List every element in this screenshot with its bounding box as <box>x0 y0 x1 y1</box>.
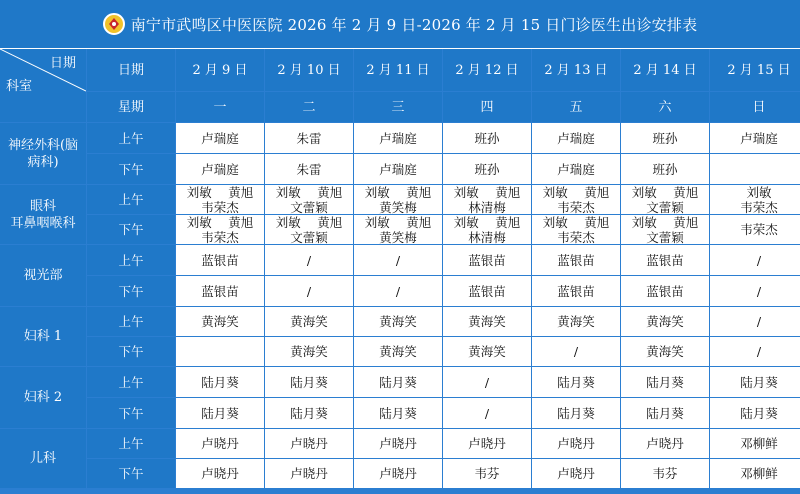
doctor-cell <box>443 367 531 397</box>
doctor-name: 黄海笑 <box>468 314 506 329</box>
doctor-cell <box>176 459 264 488</box>
doctor-cell <box>176 154 264 184</box>
doctor-cell <box>443 123 531 153</box>
doctor-cell <box>354 429 442 458</box>
weekday-header: 日 <box>710 92 800 122</box>
doctor-name: 卢瑞庭 <box>557 161 595 177</box>
doctor-name: 卢晓丹 <box>201 436 239 451</box>
doctor-cell <box>621 307 709 336</box>
department-label <box>0 245 86 306</box>
doctor-name: 文蕾颖 <box>290 229 328 244</box>
department-label <box>0 429 86 488</box>
doctor-name: 卢晓丹 <box>468 436 506 451</box>
doctor-name: 陆月葵 <box>379 405 417 421</box>
doctor-name: 邓柳鲜 <box>740 466 778 481</box>
schedule-table <box>0 49 800 494</box>
doctor-name: 黄海笑 <box>646 314 684 329</box>
doctor-cell <box>443 276 531 306</box>
doctor-name: 朱雷 <box>296 161 322 177</box>
doctor-name: 林清梅 <box>468 229 506 244</box>
doctor-name: 陆月葵 <box>740 405 778 421</box>
doctor-cell <box>532 307 620 336</box>
doctor-name: 刘敏 黄旭 <box>631 215 699 230</box>
doctor-cell <box>176 185 264 214</box>
time-slot-pm: 下午 <box>87 337 175 366</box>
doctor-name: / <box>306 252 312 268</box>
doctor-cell <box>354 123 442 153</box>
time-slot-pm: 下午 <box>87 276 175 306</box>
doctor-cell <box>176 245 264 275</box>
doctor-name: 刘敏 黄旭 <box>542 185 610 200</box>
department-name-line: 耳鼻咽喉科 <box>10 215 76 231</box>
doctor-cell <box>265 307 353 336</box>
date-header: 2 月 9 日 <box>176 49 264 91</box>
date-header: 2 月 14 日 <box>621 49 709 91</box>
doctor-name: 黄海笑 <box>290 314 328 329</box>
doctor-cell <box>265 154 353 184</box>
doctor-cell <box>532 459 620 488</box>
doctor-cell <box>532 215 620 244</box>
time-slot-pm: 下午 <box>87 459 175 488</box>
doctor-cell <box>265 215 353 244</box>
doctor-name: 刘敏 黄旭 <box>453 185 521 200</box>
doctor-cell <box>265 459 353 488</box>
doctor-name: 黄海笑 <box>379 344 417 359</box>
department-label <box>0 367 86 428</box>
doctor-cell <box>176 398 264 428</box>
corner-label-date: 日期 <box>49 56 76 71</box>
department-name-line: 妇科 2 <box>23 390 63 405</box>
doctor-cell <box>710 459 800 488</box>
doctor-cell <box>354 398 442 428</box>
doctor-cell <box>354 307 442 336</box>
doctor-name: 卢晓丹 <box>379 466 417 481</box>
date-header: 2 月 10 日 <box>265 49 353 91</box>
time-slot-am: 上午 <box>87 429 175 458</box>
doctor-name: / <box>756 344 762 359</box>
doctor-name: / <box>395 283 401 299</box>
table-corner-header <box>0 49 86 122</box>
doctor-cell <box>710 185 800 214</box>
doctor-cell <box>710 307 800 336</box>
doctor-name: 陆月葵 <box>646 374 684 390</box>
doctor-name: 蓝银苗 <box>468 283 506 299</box>
doctor-cell <box>621 337 709 366</box>
doctor-cell <box>265 276 353 306</box>
doctor-cell <box>265 398 353 428</box>
doctor-cell <box>621 276 709 306</box>
doctor-name: 黄海笑 <box>646 344 684 359</box>
doctor-name: 黄笑梅 <box>379 199 417 214</box>
date-header: 2 月 15 日 <box>710 49 800 91</box>
doctor-name: 黄海笑 <box>468 344 506 359</box>
doctor-name: / <box>484 405 490 421</box>
doctor-name: 陆月葵 <box>201 374 239 390</box>
doctor-cell <box>710 215 800 244</box>
time-slot-pm: 下午 <box>87 154 175 184</box>
doctor-name: 陆月葵 <box>290 374 328 390</box>
doctor-name: 黄海笑 <box>290 344 328 359</box>
doctor-name: 刘敏 黄旭 <box>364 215 432 230</box>
doctor-cell <box>354 185 442 214</box>
doctor-cell <box>176 123 264 153</box>
doctor-name: 卢瑞庭 <box>201 161 239 177</box>
doctor-name: 黄海笑 <box>557 314 595 329</box>
hospital-logo-icon <box>103 13 125 35</box>
doctor-cell <box>443 154 531 184</box>
doctor-name: 韦芬 <box>652 466 678 481</box>
department-name-line: 视光部 <box>23 268 63 283</box>
doctor-name: 陆月葵 <box>557 405 595 421</box>
doctor-cell <box>710 123 800 153</box>
doctor-name: 蓝银苗 <box>646 252 684 268</box>
doctor-cell <box>621 367 709 397</box>
doctor-name: 蓝银苗 <box>201 252 239 268</box>
doctor-cell <box>176 215 264 244</box>
doctor-name: 刘敏 黄旭 <box>186 185 254 200</box>
doctor-name: 卢瑞庭 <box>379 130 417 146</box>
row-label-weekday: 星期 <box>87 92 175 122</box>
doctor-name: 黄笑梅 <box>379 229 417 244</box>
date-header: 2 月 11 日 <box>354 49 442 91</box>
corner-label-department: 科室 <box>6 79 33 94</box>
doctor-cell <box>621 459 709 488</box>
doctor-name: 卢晓丹 <box>557 436 595 451</box>
doctor-cell <box>710 429 800 458</box>
doctor-name: 刘敏 黄旭 <box>275 215 343 230</box>
doctor-name: 刘敏 黄旭 <box>186 215 254 230</box>
doctor-name: 韦芬 <box>474 466 500 481</box>
doctor-cell <box>621 123 709 153</box>
doctor-name: / <box>756 314 762 329</box>
doctor-cell <box>443 307 531 336</box>
doctor-cell <box>532 185 620 214</box>
doctor-cell <box>354 367 442 397</box>
department-name-line: 眼科 <box>29 198 56 214</box>
doctor-cell <box>532 276 620 306</box>
doctor-name: / <box>395 252 401 268</box>
weekday-header: 一 <box>176 92 264 122</box>
doctor-name: 班孙 <box>652 130 678 146</box>
doctor-name: 蓝银苗 <box>468 252 506 268</box>
doctor-cell <box>354 245 442 275</box>
doctor-cell <box>176 429 264 458</box>
doctor-name: / <box>306 283 312 299</box>
doctor-name: 刘敏 黄旭 <box>453 215 521 230</box>
doctor-name: 卢瑞庭 <box>557 130 595 146</box>
doctor-cell <box>176 276 264 306</box>
doctor-cell <box>532 337 620 366</box>
time-slot-pm: 下午 <box>87 398 175 428</box>
doctor-cell <box>621 154 709 184</box>
doctor-name: / <box>756 283 762 299</box>
row-label-date: 日期 <box>87 49 175 91</box>
doctor-name: 卢晓丹 <box>379 436 417 451</box>
doctor-cell <box>354 337 442 366</box>
doctor-cell <box>532 245 620 275</box>
doctor-name: 卢晓丹 <box>201 466 239 481</box>
doctor-cell <box>265 185 353 214</box>
doctor-name: 陆月葵 <box>557 374 595 390</box>
doctor-cell <box>176 307 264 336</box>
doctor-name: 文蕾颖 <box>646 229 684 244</box>
doctor-name: 文蕾颖 <box>646 199 684 214</box>
doctor-name: 韦荣杰 <box>201 229 239 244</box>
doctor-name: 邓柳鲜 <box>740 436 778 451</box>
doctor-cell <box>443 245 531 275</box>
doctor-name: 刘敏 <box>746 185 772 200</box>
doctor-cell <box>354 276 442 306</box>
doctor-name: 陆月葵 <box>201 405 239 421</box>
weekday-header: 四 <box>443 92 531 122</box>
doctor-name: 文蕾颖 <box>290 199 328 214</box>
doctor-cell <box>532 367 620 397</box>
time-slot-am: 上午 <box>87 123 175 153</box>
doctor-cell <box>176 337 264 366</box>
doctor-cell <box>443 337 531 366</box>
doctor-cell <box>443 459 531 488</box>
doctor-name: / <box>573 344 579 359</box>
doctor-cell <box>621 215 709 244</box>
date-header: 2 月 13 日 <box>532 49 620 91</box>
time-slot-am: 上午 <box>87 245 175 275</box>
doctor-cell <box>532 429 620 458</box>
doctor-cell <box>532 154 620 184</box>
doctor-cell <box>710 276 800 306</box>
doctor-name: 蓝银苗 <box>557 283 595 299</box>
doctor-name: 卢晓丹 <box>646 436 684 451</box>
doctor-name: 陆月葵 <box>646 405 684 421</box>
doctor-cell <box>621 245 709 275</box>
doctor-cell <box>354 154 442 184</box>
doctor-name: 卢瑞庭 <box>201 130 239 146</box>
doctor-name: 韦荣杰 <box>740 222 778 237</box>
doctor-cell <box>265 337 353 366</box>
doctor-cell <box>443 398 531 428</box>
doctor-name: 韦荣杰 <box>740 199 778 214</box>
doctor-cell <box>621 429 709 458</box>
doctor-name: / <box>484 374 490 390</box>
doctor-name: 刘敏 黄旭 <box>631 185 699 200</box>
doctor-cell <box>621 185 709 214</box>
doctor-cell <box>176 367 264 397</box>
department-label <box>0 123 86 184</box>
date-header: 2 月 12 日 <box>443 49 531 91</box>
doctor-name: 班孙 <box>652 161 678 177</box>
doctor-cell <box>532 398 620 428</box>
doctor-cell <box>710 154 800 184</box>
doctor-name: 刘敏 黄旭 <box>275 185 343 200</box>
doctor-name: 班孙 <box>474 161 500 177</box>
doctor-name: 蓝银苗 <box>557 252 595 268</box>
doctor-name: 黄海笑 <box>379 314 417 329</box>
department-label <box>0 307 86 366</box>
doctor-name: 陆月葵 <box>740 374 778 390</box>
doctor-name: 蓝银苗 <box>201 283 239 299</box>
weekday-header: 五 <box>532 92 620 122</box>
doctor-cell <box>265 429 353 458</box>
doctor-name: 黄海笑 <box>201 314 239 329</box>
doctor-name: 林清梅 <box>468 199 506 214</box>
doctor-cell <box>443 185 531 214</box>
weekday-header: 二 <box>265 92 353 122</box>
doctor-name: 陆月葵 <box>379 374 417 390</box>
doctor-name: 陆月葵 <box>290 405 328 421</box>
department-name-line: 儿科 <box>29 451 56 466</box>
doctor-name: 韦荣杰 <box>557 229 595 244</box>
doctor-name: 卢晓丹 <box>557 466 595 481</box>
doctor-name: 卢晓丹 <box>290 436 328 451</box>
page-title: 南宁市武鸣区中医医院 2026 年 2 月 9 日-2026 年 2 月 15 日门诊医生出诊安排表 <box>130 15 698 34</box>
doctor-cell <box>443 215 531 244</box>
doctor-name: 卢晓丹 <box>290 466 328 481</box>
doctor-name: 刘敏 黄旭 <box>542 215 610 230</box>
doctor-name: 韦荣杰 <box>201 199 239 214</box>
doctor-cell <box>265 123 353 153</box>
doctor-cell <box>265 367 353 397</box>
title-bar <box>0 0 800 49</box>
time-slot-am: 上午 <box>87 307 175 336</box>
weekday-header: 六 <box>621 92 709 122</box>
doctor-cell <box>354 215 442 244</box>
time-slot-am: 上午 <box>87 367 175 397</box>
doctor-name: 卢瑞庭 <box>740 130 778 146</box>
department-label <box>0 185 86 244</box>
doctor-cell <box>710 245 800 275</box>
doctor-name: / <box>756 252 762 268</box>
time-slot-pm: 下午 <box>87 215 175 244</box>
doctor-name: 刘敏 黄旭 <box>364 185 432 200</box>
doctor-cell <box>710 337 800 366</box>
doctor-cell <box>443 429 531 458</box>
doctor-cell <box>265 245 353 275</box>
doctor-name: 蓝银苗 <box>646 283 684 299</box>
time-slot-am: 上午 <box>87 185 175 214</box>
doctor-cell <box>532 123 620 153</box>
doctor-cell <box>354 459 442 488</box>
department-name-line: 神经外科(脑病科) <box>7 137 79 170</box>
doctor-name: 韦荣杰 <box>557 199 595 214</box>
doctor-cell <box>621 398 709 428</box>
doctor-name: 卢瑞庭 <box>379 161 417 177</box>
doctor-cell <box>710 398 800 428</box>
doctor-name: 朱雷 <box>296 130 322 146</box>
doctor-name: 班孙 <box>474 130 500 146</box>
doctor-cell <box>710 367 800 397</box>
weekday-header: 三 <box>354 92 442 122</box>
department-name-line: 妇科 1 <box>23 329 63 344</box>
